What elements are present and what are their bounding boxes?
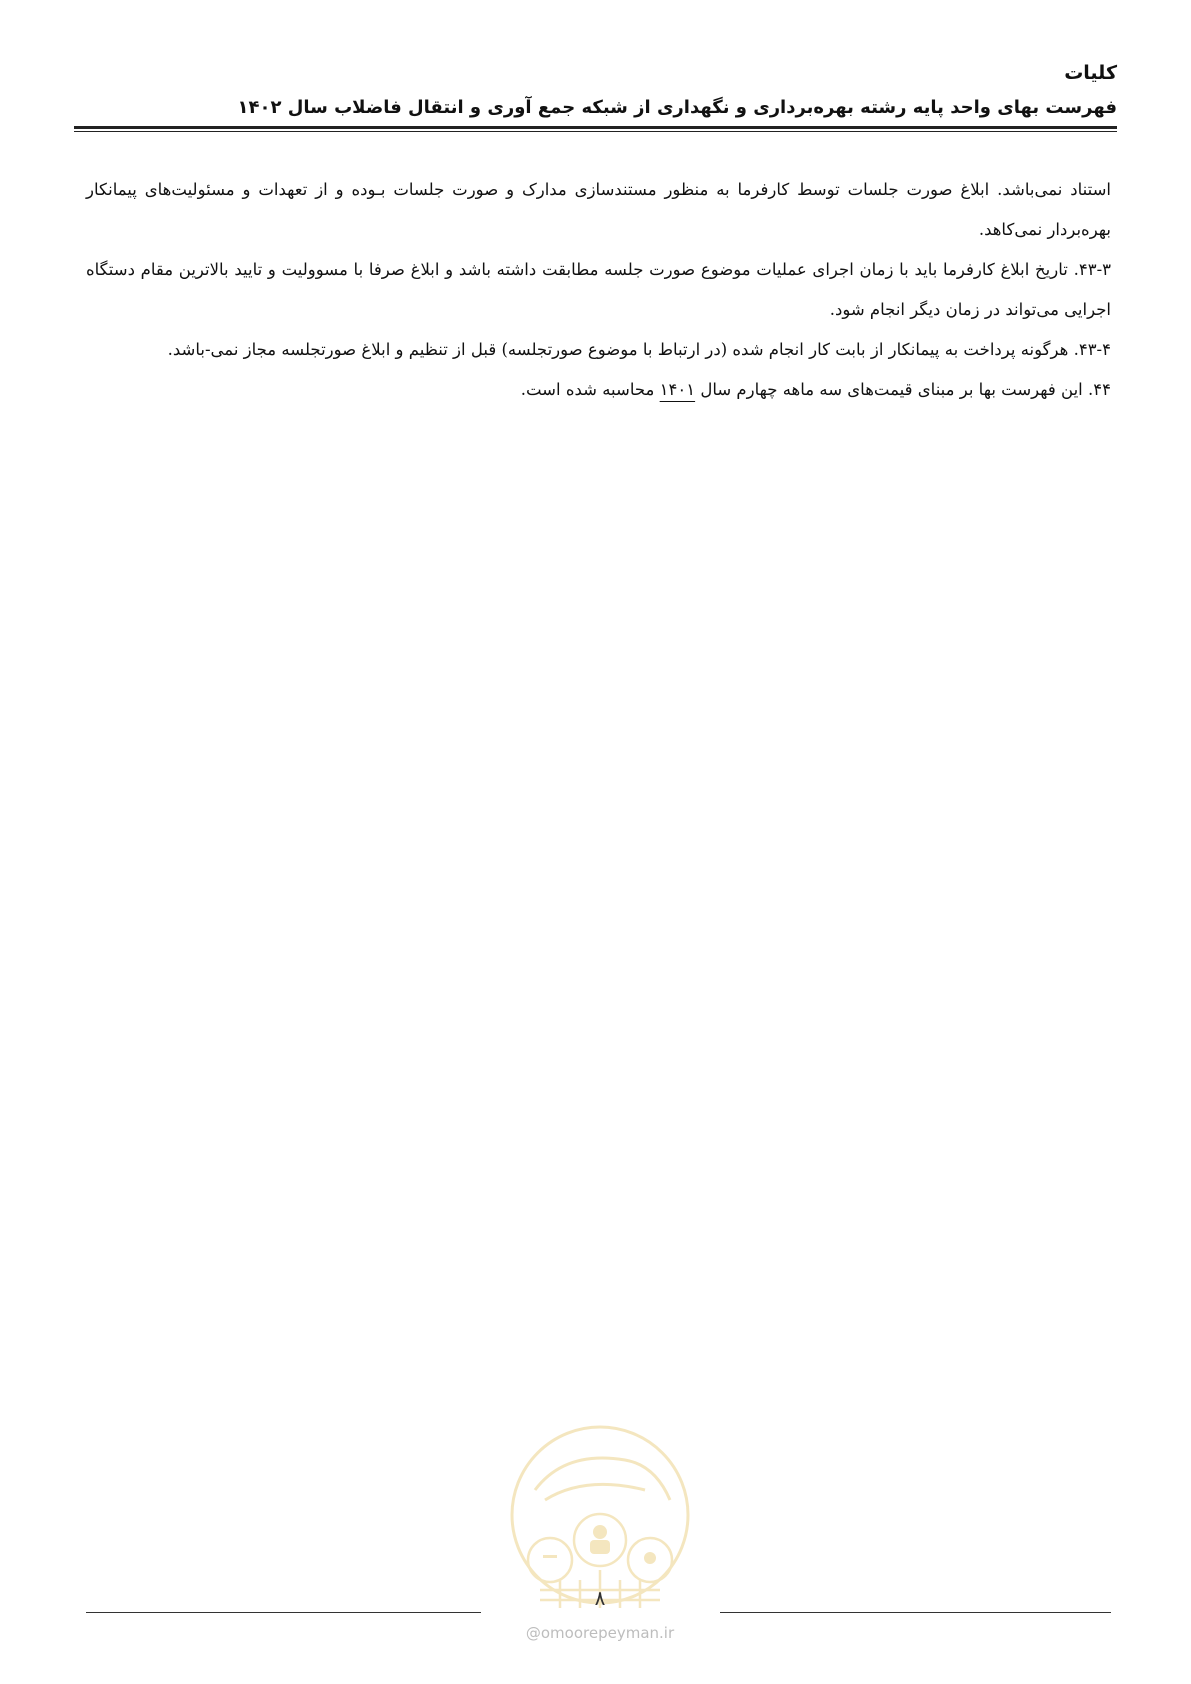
paragraph-text-after: محاسبه شده است. [520,380,655,399]
page-number: ۸ [594,1586,606,1610]
paragraph-text-before: این فهرست بها بر مبنای قیمت‌های سه ماهه چهارم سال [700,380,1083,399]
paragraph-text: هرگونه پرداخت به پیمانکار از بابت کار انجام شده (در ارتباط با موضوع صورتجلسه) قبل از تنظیم و ابلاغ صورتجلسه مجاز نمی-باشد. [167,340,1069,359]
clause-number: ۴۴. [1088,380,1111,399]
paragraph-text: استناد نمی‌باشد. ابلاغ صورت جلسات توسط کارفرما به منظور مستندسازی مدارک و صورت جلسات بـوده و از تعهدات و مسئولیت‌های پیمانکار بهره‌بردار نمی‌کاهد. [86,180,1111,239]
watermark-logo [505,1420,695,1610]
paragraph-continuation [86,170,1111,250]
paragraph-44 [86,370,1111,410]
watermark-url: @omoorepeyman.ir [525,1624,675,1642]
paragraph-text: تاریخ ابلاغ کارفرما باید با زمان اجرای عملیات موضوع صورت جلسه مطابقت داشته باشد و ابلاغ صرفا با مسوولیت و تایید بالاترین مقام دستگاه اجرایی می‌تواند در زمان دیگر انجام شود. [86,260,1111,319]
paragraph-43-4 [86,330,1111,370]
document-title: فهرست بهای واحد پایه رشته بهره‌برداری و نگهداری از شبکه جمع آوری و انتقال فاضلاب سال ۱۴۰۲ [237,97,1117,118]
header-divider-thick [74,126,1117,129]
base-year: ۱۴۰۱ [659,380,696,399]
footer-divider-left [86,1612,481,1613]
clause-number: ۴۳-۳. [1073,260,1112,279]
clause-number: ۴۳-۴. [1073,340,1111,359]
header-divider-thin [74,131,1117,132]
paragraph-43-3 [86,250,1111,330]
page-header [74,58,1117,132]
section-title: کلیات [1064,62,1117,84]
footer-divider-right [720,1612,1111,1613]
body-text [86,170,1111,410]
